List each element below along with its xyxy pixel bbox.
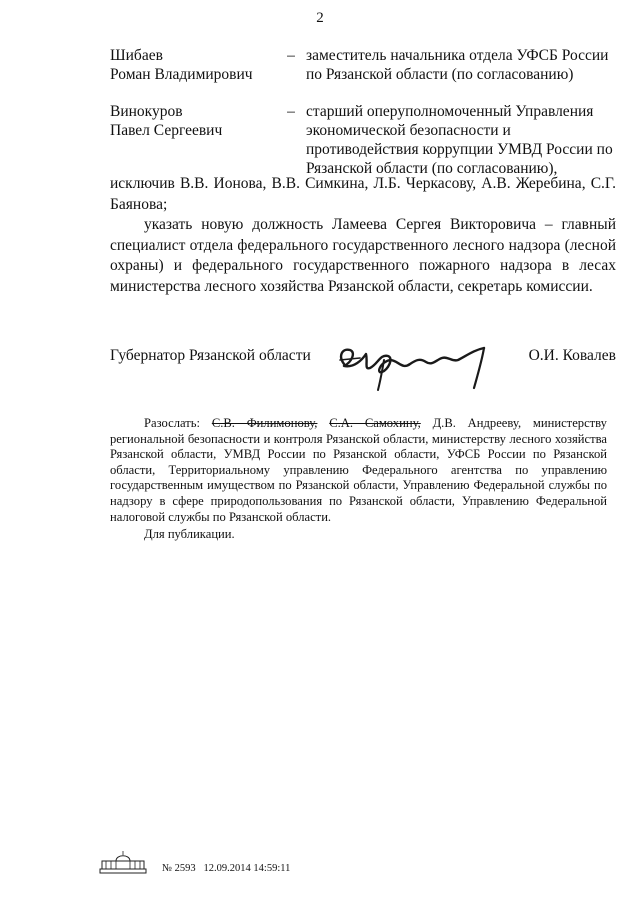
- exclude-paragraph: исключив В.В. Ионова, В.В. Симкина, Л.Б. Черкасову, А.В. Жеребина, С.Г. Баянова;: [110, 175, 616, 213]
- member-given-names: Павел Сергеевич: [110, 122, 223, 139]
- handwritten-signature: [332, 330, 492, 394]
- member-position: [306, 102, 624, 178]
- distribution-recipient-struck: С.В. Филимонову,: [211, 416, 318, 430]
- distribution-recipient-struck: С.А. Самохину,: [329, 416, 421, 430]
- distribution-list: [110, 416, 607, 525]
- member-name: [110, 102, 275, 140]
- page-number: 2: [316, 10, 324, 26]
- position-line: экономической безопасности и: [306, 122, 511, 139]
- government-building-logo: [98, 849, 148, 875]
- member-given-names: Роман Владимирович: [110, 66, 253, 83]
- position-line: по Рязанской области (по согласованию): [306, 66, 574, 83]
- doc-number-symbol: №: [162, 863, 173, 874]
- governor-name: О.И. Ковалев: [528, 347, 616, 364]
- doc-number: 2593: [174, 863, 196, 874]
- position-line: Рязанской области (по согласованию),: [306, 160, 558, 177]
- position-line: заместитель начальника отдела УФСБ России: [306, 47, 609, 64]
- publication-note: Для публикации.: [144, 527, 235, 541]
- registration-stamp: [162, 863, 290, 874]
- indicate-paragraph: указать новую должность Ламеева Сергея Викторовича – главный специалист отдела федерального государственного лесного надзора (лесной охраны) и федерального государственного пожарного надзора в лесах министерства лесного хозяйства Рязанской области, секретарь комиссии.: [110, 216, 616, 295]
- member-surname: Винокуров: [110, 103, 183, 120]
- position-line: противодействия коррупции УМВД России по: [306, 141, 613, 158]
- member-position: [306, 46, 624, 84]
- member-dash: –: [287, 103, 295, 120]
- member-name: [110, 46, 275, 84]
- governor-title: Губернатор Рязанской области: [110, 347, 311, 364]
- distribution-label: Разослать:: [144, 416, 200, 430]
- member-dash: –: [287, 47, 295, 64]
- distribution-recipients: Д.В. Андрееву, министерству региональной безопасности и контроля Рязанской области, министерству лесного хозяйства Рязанской области, УМВД России по Рязанской области, УФСБ России по Рязанской области, Территориальному управлению Федерального агентства по управлению государственным имуществом по Рязанской области, Управлению Федеральной службы по надзору в сфере природопользования по Рязанской области, Управлению Федеральной налоговой службы по Рязанской области.: [110, 416, 607, 524]
- member-surname: Шибаев: [110, 47, 163, 64]
- registration-datetime: 12.09.2014 14:59:11: [203, 863, 291, 874]
- position-line: старший оперуполномоченный Управления: [306, 103, 594, 120]
